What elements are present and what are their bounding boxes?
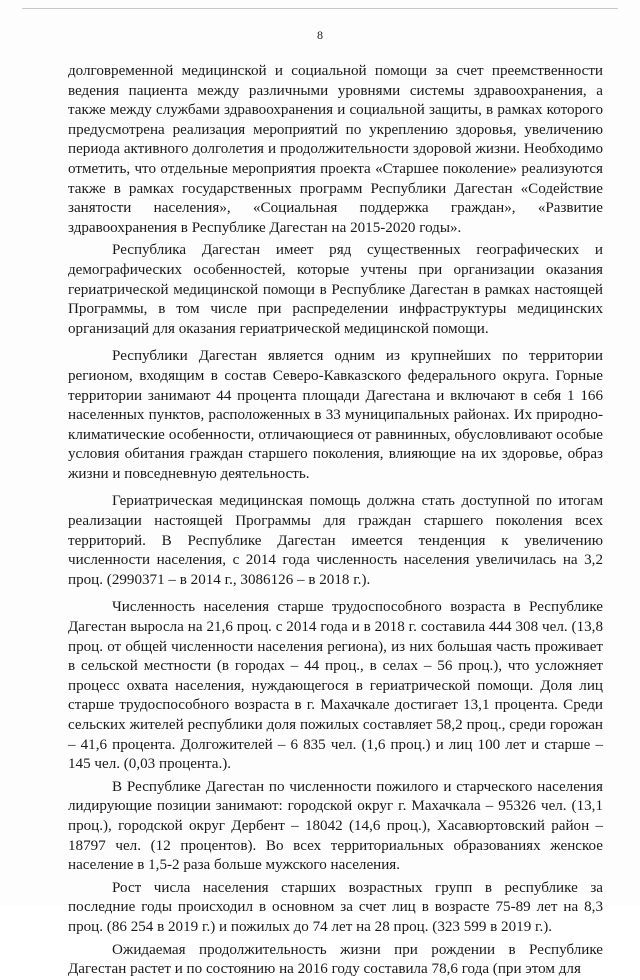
paragraph-demographics: Республика Дагестан имеет ряд существенных географических и демографических особенностей, которые учтены при организации оказания гериатрической медицинской помощи в Республике Дагестан в рамках настоящей Программы, в том числе при распределении инфраструктуры медицинских организаций для оказания гериатрической медицинской помощи. (68, 242, 603, 337)
document-body (68, 62, 603, 980)
paragraph-age-growth: Рост числа населения старших возрастных групп в республике за последние годы происходил в основном за счет лиц в возрасте 75-89 лет на 8,3 проц. (86 254 в 2019 г.) и пожилых до 74 лет на 28 проц. (323 599 в 2019 г.). (68, 879, 603, 935)
paragraph-life-expectancy: Ожидаемая продолжительность жизни при рождении в Республике Дагестан растет и по состоянию на 2016 году составила 78,6 года (при этом для (68, 941, 603, 978)
paragraph-accessibility: Гериатрическая медицинская помощь должна стать доступной по итогам реализации настоящей Программы для граждан старшего поколения всех территорий. В Республике Дагестан имеется тенденция к увеличению численности населения, с 2014 года численность населения увеличилась на 3,2 проц. (2990371 – в 2014 г., 3086126 – в 2018 г.). (68, 493, 603, 588)
paragraph-territory: Республики Дагестан является одним из крупнейших по территории регионом, входящим в состав Северо-Кавказского федерального округа. Горные территории занимают 44 процента площади Дагестана и включают в себя 1 166 населенных пунктов, расположенных в 33 муниципальных районах. Их природно-климатические особенности, отличающиеся от равнинных, обусловливают особые условия обитания граждан старшего поколения, влияющие на их здоровье, образ жизни и повседневную деятельность. (68, 348, 603, 482)
paragraph-leading-districts: В Республике Дагестан по численности пожилого и старческого населения лидирующие позиции занимают: городской округ г. Махачкала – 95326 чел. (13,1 проц.), городской округ Дербент – 18042 (14,6 проц.), Хасавюртовский район – 18797 чел. (12 процентов). Во всех территориальных образованиях женское население в 1,5-2 раза больше мужского населения. (68, 778, 603, 874)
paragraph-continuation: долговременной медицинской и социальной помощи за счет преемственности ведения пациента между различными уровнями системы здравоохранения, а также между службами здравоохранения и социальной защиты, в рамках которого предусмотрена реализация мероприятий по укреплению здоровья, увеличению периода активного долголетия и продолжительности здоровой жизни. Необходимо отметить, что отдельные мероприятия проекта «Старшее поколение» реализуются также в рамках государственных программ Республики Дагестан «Содействие занятости населения», «Социальная поддержка граждан», «Развитие здравоохранения в Республике Дагестан на 2015-2020 годы». (68, 63, 603, 236)
paragraph-elderly-population: Численность населения старше трудоспособного возраста в Республике Дагестан выросла на 21,6 проц. с 2014 года и в 2018 г. составила 444 308 чел. (13,8 проц. от общей численности населения региона), из них большая часть проживает в сельской местности (в городах – 44 проц., в селах – 56 проц.), что усложняет процесс охвата населения, нуждающегося в гериатрической помощи. Доля лиц старше трудоспособного возраста в г. Махачкале достигает 13,1 процента. Среди сельских жителей республики доля пожилых составляет 58,2 проц., среди горожан – 41,6 процента. Долгожителей – 6 835 чел. (1,6 проц.) и лиц 100 лет и старше – 145 чел. (0,03 процента.). (68, 599, 603, 773)
page-number: 8 (317, 28, 323, 42)
scan-edge-line (22, 8, 618, 9)
